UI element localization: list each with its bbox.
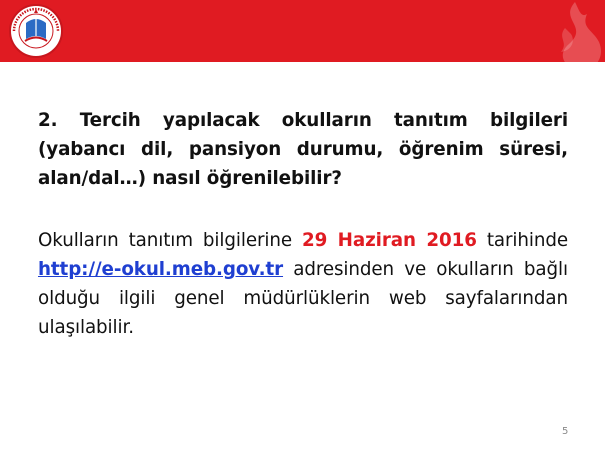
flame-watermark-icon xyxy=(525,0,605,62)
header-band xyxy=(0,0,605,62)
question-text: 2. Tercih yapılacak okulların tanıtım bilgileri (yabancı dil, pansiyon durumu, öğrenim süresi, alan/dal…) nasıl öğrenilebilir? xyxy=(38,110,568,189)
answer-connector: tarihinde xyxy=(476,230,568,251)
highlight-date: 29 Haziran 2016 xyxy=(301,230,477,251)
meb-seal-logo xyxy=(8,3,64,59)
answer-intro: Okulların tanıtım bilgilerine xyxy=(38,230,302,251)
answer-rest: adresinden ve okulların bağlı olduğu ilgili genel müdürlüklerin web sayfalarından ulaşılabilir. xyxy=(38,259,568,338)
e-okul-link[interactable]: http://e-okul.meb.gov.tr xyxy=(38,259,284,280)
slide-content xyxy=(38,106,568,342)
page-number: 5 xyxy=(562,426,569,437)
answer-text xyxy=(38,226,568,342)
